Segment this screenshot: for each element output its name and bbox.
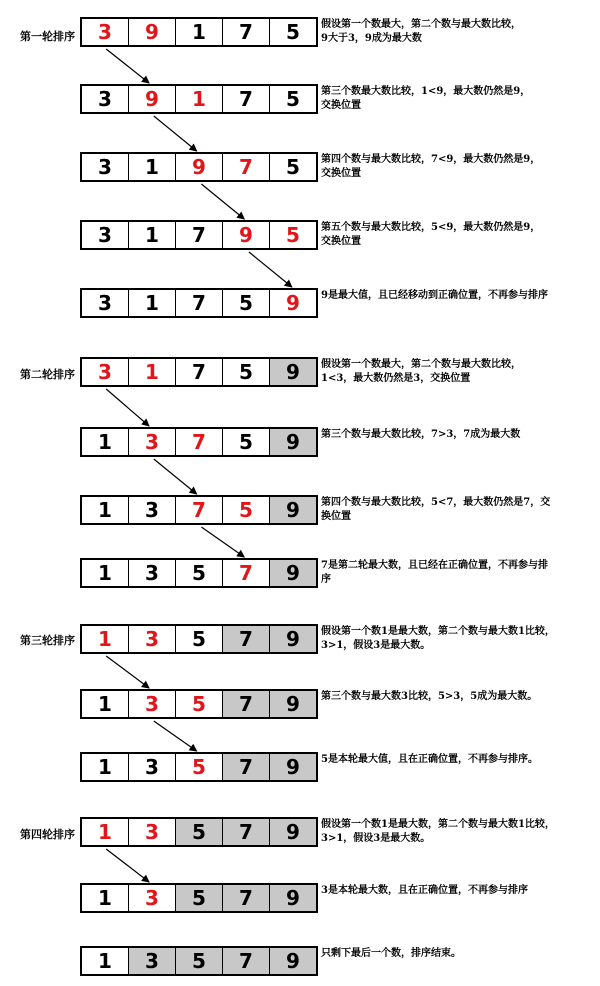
step-note bbox=[321, 690, 596, 704]
array-row bbox=[80, 357, 318, 387]
array-cell: 5 bbox=[176, 691, 223, 717]
array-cell: 7 bbox=[223, 560, 270, 586]
step-note bbox=[321, 289, 596, 303]
step-note-line: 9大于3，9成为最大数 bbox=[321, 33, 422, 44]
array-row bbox=[80, 495, 318, 525]
step-note-line: 第四个数与最大数比较，5<7，最大数仍然是7，交 bbox=[321, 497, 551, 508]
array-row bbox=[80, 427, 318, 457]
array-row bbox=[80, 883, 318, 913]
step-note bbox=[321, 753, 596, 767]
step-note-line: 换位置 bbox=[321, 511, 351, 522]
array-row bbox=[80, 220, 318, 250]
array-cell: 7 bbox=[223, 86, 270, 112]
step-arrow bbox=[106, 49, 149, 83]
array-cell: 7 bbox=[223, 819, 270, 845]
array-cell: 9 bbox=[129, 19, 176, 45]
round-label: 第一轮排序 bbox=[20, 30, 75, 43]
step-note-line: 5是本轮最大值，且在正确位置，不再参与排序。 bbox=[321, 754, 538, 765]
array-cell: 1 bbox=[82, 885, 129, 911]
step-note-line: 3>1，假设3是最大数。 bbox=[321, 833, 431, 844]
array-cell: 5 bbox=[223, 359, 270, 385]
array-cell: 3 bbox=[82, 222, 129, 248]
array-cell: 1 bbox=[82, 497, 129, 523]
array-row bbox=[80, 288, 318, 318]
array-cell: 5 bbox=[176, 754, 223, 780]
array-cell: 5 bbox=[223, 429, 270, 455]
step-arrow bbox=[106, 656, 149, 688]
array-cell: 3 bbox=[129, 885, 176, 911]
step-note bbox=[321, 559, 596, 587]
array-row bbox=[80, 624, 318, 654]
array-cell: 3 bbox=[82, 154, 129, 180]
array-cell: 3 bbox=[82, 290, 129, 316]
step-note-line: 交换位置 bbox=[321, 100, 361, 111]
array-cell: 7 bbox=[176, 359, 223, 385]
step-note-line: 第四个数与最大数比较，7<9，最大数仍然是9， bbox=[321, 154, 541, 165]
array-cell: 7 bbox=[223, 885, 270, 911]
array-cell: 3 bbox=[82, 19, 129, 45]
array-cell: 7 bbox=[176, 222, 223, 248]
step-arrow bbox=[106, 389, 149, 426]
array-row bbox=[80, 17, 318, 47]
array-cell: 3 bbox=[129, 497, 176, 523]
step-note-line: 交换位置 bbox=[321, 168, 361, 179]
step-note bbox=[321, 947, 596, 961]
step-note bbox=[321, 85, 596, 113]
array-cell: 9 bbox=[270, 290, 316, 316]
array-cell: 9 bbox=[270, 626, 316, 652]
array-cell: 3 bbox=[129, 948, 176, 974]
step-note-line: 1<3，最大数仍然是3，交换位置 bbox=[321, 373, 471, 384]
step-arrow bbox=[249, 252, 292, 287]
array-cell: 1 bbox=[82, 429, 129, 455]
array-cell: 9 bbox=[270, 819, 316, 845]
array-cell: 1 bbox=[82, 948, 129, 974]
array-cell: 7 bbox=[223, 754, 270, 780]
array-cell: 7 bbox=[223, 691, 270, 717]
array-cell: 5 bbox=[176, 626, 223, 652]
step-note-line: 假设第一个数最大，第二个数与最大数比较， bbox=[321, 19, 521, 30]
array-row bbox=[80, 817, 318, 847]
array-cell: 1 bbox=[82, 819, 129, 845]
array-cell: 7 bbox=[223, 19, 270, 45]
array-cell: 1 bbox=[176, 19, 223, 45]
array-cell: 3 bbox=[129, 691, 176, 717]
array-cell: 1 bbox=[82, 626, 129, 652]
array-cell: 3 bbox=[82, 359, 129, 385]
array-row bbox=[80, 946, 318, 976]
step-note-line: 第三个数与最大数3比较，5>3，5成为最大数。 bbox=[321, 691, 538, 702]
step-arrow bbox=[106, 849, 149, 882]
array-cell: 1 bbox=[129, 290, 176, 316]
step-note-line: 7是第二轮最大数，且已经在正确位置，不再参与排 bbox=[321, 560, 548, 571]
step-note-line: 序 bbox=[321, 574, 331, 585]
array-cell: 9 bbox=[270, 429, 316, 455]
array-cell: 9 bbox=[270, 497, 316, 523]
array-cell: 7 bbox=[223, 154, 270, 180]
array-cell: 9 bbox=[270, 948, 316, 974]
array-cell: 9 bbox=[270, 359, 316, 385]
step-note-line: 3>1，假设3是最大数。 bbox=[321, 640, 431, 651]
step-note-line: 3是本轮最大数，且在正确位置，不再参与排序 bbox=[321, 885, 528, 896]
array-cell: 9 bbox=[270, 560, 316, 586]
step-note-line: 第五个数与最大数比较，5<9，最大数仍然是9， bbox=[321, 222, 541, 233]
array-row bbox=[80, 689, 318, 719]
array-row bbox=[80, 752, 318, 782]
array-cell: 3 bbox=[129, 560, 176, 586]
array-cell: 3 bbox=[129, 429, 176, 455]
step-note bbox=[321, 18, 596, 46]
array-cell: 1 bbox=[129, 154, 176, 180]
step-note-line: 假设第一个数1是最大数，第二个数与最大数1比较， bbox=[321, 626, 555, 637]
array-cell: 5 bbox=[176, 885, 223, 911]
step-note bbox=[321, 625, 596, 653]
step-arrow bbox=[154, 116, 197, 151]
step-arrow bbox=[201, 527, 244, 557]
step-note bbox=[321, 884, 596, 898]
step-arrow bbox=[154, 459, 197, 494]
array-cell: 1 bbox=[82, 691, 129, 717]
array-cell: 9 bbox=[270, 691, 316, 717]
array-cell: 5 bbox=[270, 222, 316, 248]
array-cell: 1 bbox=[82, 560, 129, 586]
array-cell: 7 bbox=[223, 626, 270, 652]
array-cell: 3 bbox=[82, 86, 129, 112]
step-note-line: 第三个数最大数比较，1<9，最大数仍然是9， bbox=[321, 86, 531, 97]
step-note-line: 假设第一个数1是最大数，第二个数与最大数1比较， bbox=[321, 819, 555, 830]
array-cell: 7 bbox=[176, 290, 223, 316]
array-cell: 5 bbox=[223, 290, 270, 316]
step-note-line: 交换位置 bbox=[321, 236, 361, 247]
step-note bbox=[321, 358, 596, 386]
step-note-line: 假设第一个数最大，第二个数与最大数比较， bbox=[321, 359, 521, 370]
array-cell: 9 bbox=[129, 86, 176, 112]
array-cell: 1 bbox=[82, 754, 129, 780]
step-arrow bbox=[154, 721, 197, 751]
array-cell: 1 bbox=[129, 359, 176, 385]
step-note-line: 第三个数与最大数比较，7>3，7成为最大数 bbox=[321, 429, 521, 440]
step-note bbox=[321, 428, 596, 442]
array-cell: 5 bbox=[270, 19, 316, 45]
array-row bbox=[80, 84, 318, 114]
step-note bbox=[321, 221, 596, 249]
array-cell: 9 bbox=[270, 754, 316, 780]
step-arrow bbox=[201, 184, 244, 219]
array-cell: 3 bbox=[129, 754, 176, 780]
step-note-line: 只剩下最后一个数，排序结束。 bbox=[321, 948, 461, 959]
step-note-line: 9是最大值，且已经移动到正确位置，不再参与排序 bbox=[321, 290, 548, 301]
step-note bbox=[321, 153, 596, 181]
array-cell: 7 bbox=[176, 497, 223, 523]
array-cell: 3 bbox=[129, 626, 176, 652]
array-cell: 5 bbox=[176, 819, 223, 845]
round-label: 第三轮排序 bbox=[20, 634, 75, 647]
array-cell: 5 bbox=[176, 560, 223, 586]
step-note bbox=[321, 496, 596, 524]
round-label: 第四轮排序 bbox=[20, 828, 75, 841]
array-cell: 1 bbox=[176, 86, 223, 112]
array-cell: 1 bbox=[129, 222, 176, 248]
array-cell: 9 bbox=[270, 885, 316, 911]
array-cell: 3 bbox=[129, 819, 176, 845]
array-cell: 9 bbox=[176, 154, 223, 180]
array-cell: 5 bbox=[176, 948, 223, 974]
round-label: 第二轮排序 bbox=[20, 368, 75, 381]
array-cell: 7 bbox=[223, 948, 270, 974]
step-note bbox=[321, 818, 596, 846]
array-row bbox=[80, 558, 318, 588]
array-cell: 5 bbox=[223, 497, 270, 523]
array-cell: 9 bbox=[223, 222, 270, 248]
array-cell: 5 bbox=[270, 154, 316, 180]
array-cell: 5 bbox=[270, 86, 316, 112]
array-cell: 7 bbox=[176, 429, 223, 455]
array-row bbox=[80, 152, 318, 182]
